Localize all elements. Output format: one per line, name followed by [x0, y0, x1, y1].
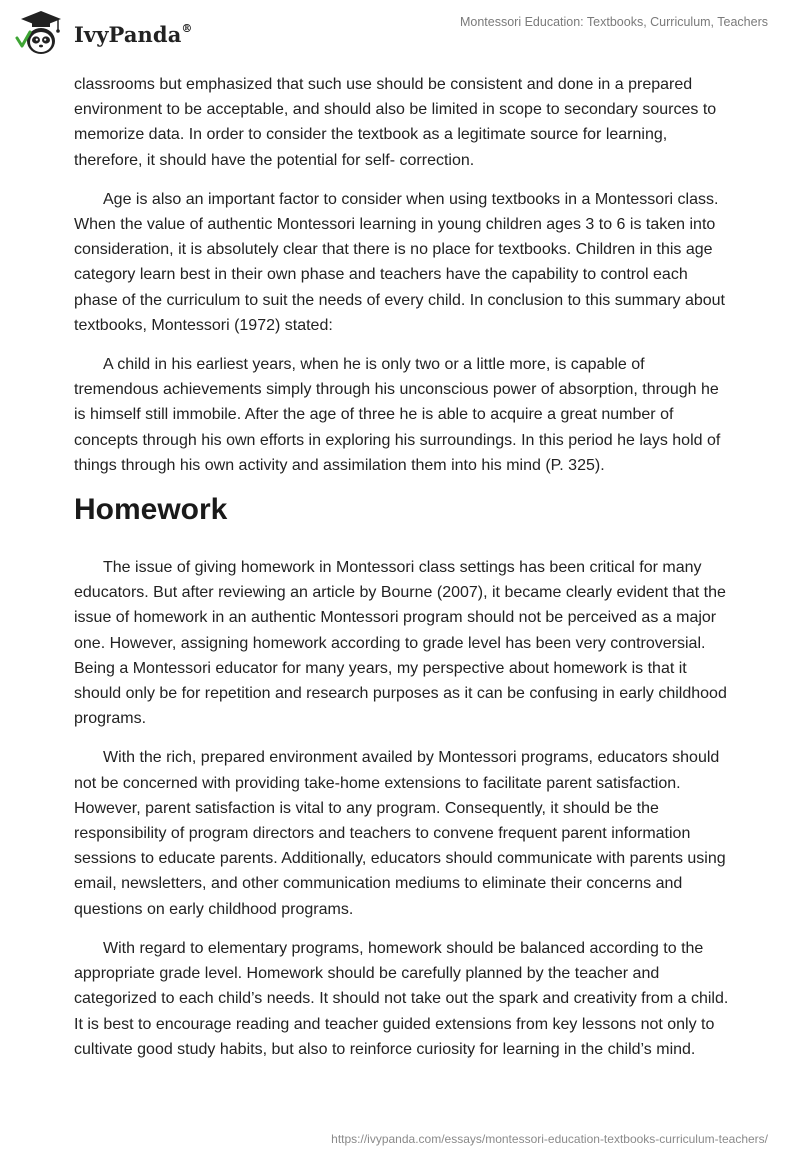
- essay-body: [74, 72, 730, 1076]
- paragraph: Age is also an important factor to consider when using textbooks in a Montessori class. When the value of authentic Montessori learning in young children ages 3 to 6 is taken into consideration, it is absolutely clear that there is no place for textbooks. Children in this age category learn best in their own phase and teachers have the capability to control each phase of the curriculum to suit the needs of every child. In conclusion to this summary about textbooks, Montessori (1972) stated:: [74, 190, 725, 334]
- section-heading: Homework: [74, 493, 228, 527]
- paragraph: The issue of giving homework in Montessori class settings has been critical for many educators. But after reviewing an article by Bourne (2007), it became clearly evident that the issue of homework in an authentic Montessori program should not be perceived as a major one. However, assigning homework according to grade level has been very controversial. Being a Montessori educator for many years, my perspective about homework is that it should only be for repetition and research purposes as it can be confusing in early childhood programs.: [74, 559, 727, 728]
- paragraph: classrooms but emphasized that such use should be consistent and done in a prepared environment to be acceptable, and should also be limited in scope to secondary sources to memorize data. In order to consider the textbook as a legitimate source for learning, therefore, it should have the potential for self- correction.: [74, 76, 717, 169]
- brand-name: IvyPanda®: [74, 21, 193, 47]
- registered-mark: ®: [181, 21, 193, 35]
- paragraph: With the rich, prepared environment availed by Montessori programs, educators should not be concerned with providing take-home extensions to facilitate parent satisfaction. However, parent satisfaction is vital to any program. Consequently, it should be the responsibility of program directors and teachers to convene frequent parent information sessions to educate parents. Additionally, educators should communicate with parents using email, newsletters, and other communication mediums to eliminate their concerns and questions on early childhood programs.: [74, 749, 726, 918]
- document-title: Montessori Education: Textbooks, Curriculum, Teachers: [459, 15, 768, 29]
- paragraph: With regard to elementary programs, homework should be balanced according to the appropriate grade level. Homework should be carefully planned by the teacher and categorized to each child’s needs. It should not take out the spark and creativity from a child. It is best to encourage reading and teacher guided extensions from key lessons not only to cultivate good study habits, but also to reinforce curiosity for learning in the child’s mind.: [74, 939, 729, 1058]
- panda-logo-icon: [14, 8, 68, 58]
- page-header: [0, 0, 800, 70]
- source-url-link[interactable]: https://ivypanda.com/essays/montessori-education-textbooks-curriculum-teachers/: [331, 1132, 768, 1146]
- block-quote-paragraph: A child in his earliest years, when he is only two or a little more, is capable of tremendous achievements simply through his unconscious power of absorption, through he is himself still immobile. After the age of three he is able to acquire a great number of concepts through his own efforts in exploring his surroundings. In this period he lays hold of things through his own activity and assimilation them into his mind (P. 325).: [74, 356, 721, 474]
- brand-logo[interactable]: [14, 8, 193, 58]
